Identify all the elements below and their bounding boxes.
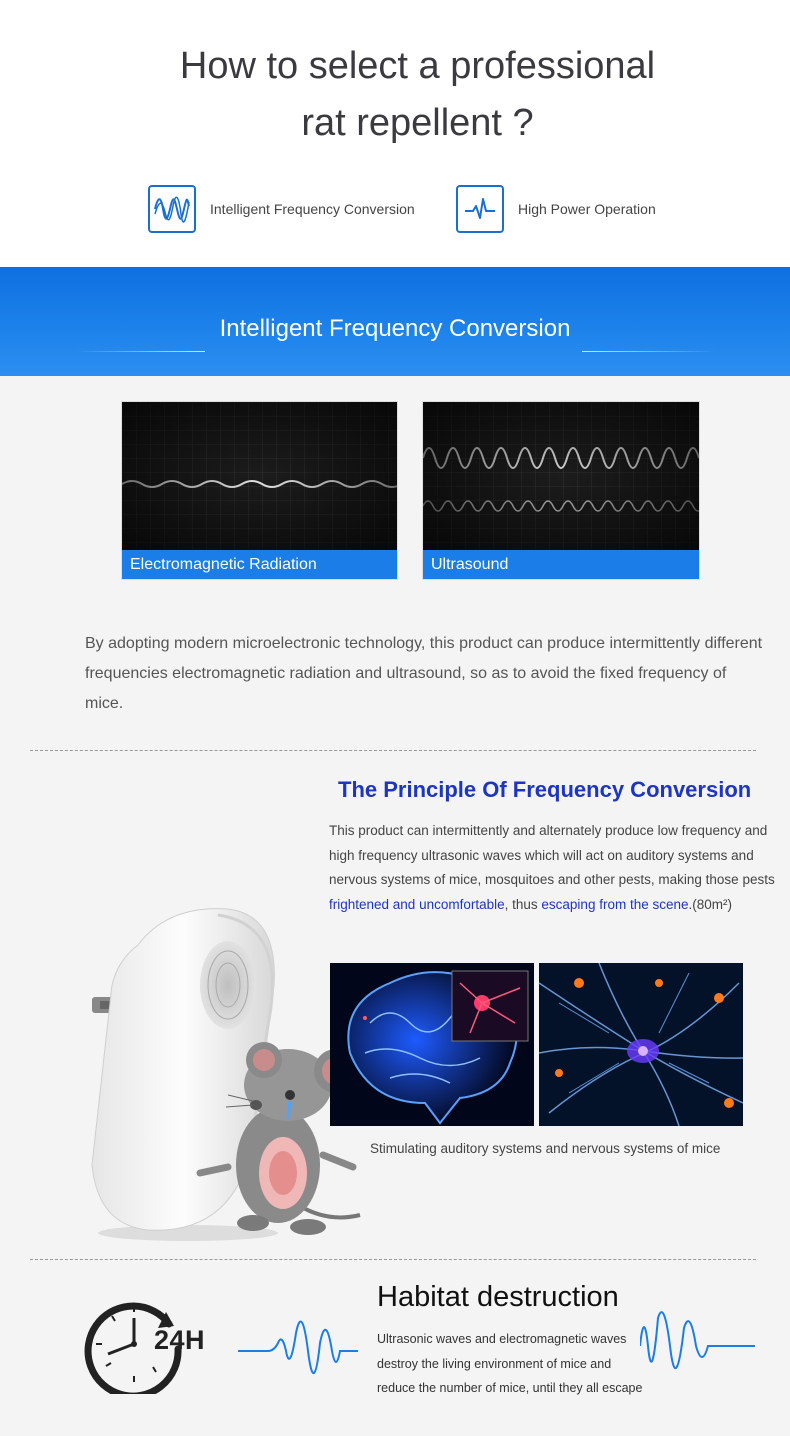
electromagnetic-wave-graphic (122, 402, 398, 552)
panel-caption: Ultrasound (423, 550, 699, 579)
page-title (0, 38, 790, 152)
ultrasound-wave-graphic (423, 402, 700, 552)
section-header-band (0, 267, 790, 376)
electromagnetic-panel (121, 401, 398, 580)
section-description: By adopting modern microelectronic technology, this product can produce intermittently different frequencies electromagnetic radiation and ultrasound, so as to avoid the fixed frequency of mice. (85, 635, 763, 712)
text-segment: , thus (504, 896, 542, 912)
frequency-wave-icon (148, 185, 196, 233)
feature-intelligent-frequency (148, 185, 415, 233)
title-line-1: How to select a professional (179, 45, 656, 87)
power-pulse-icon (456, 185, 504, 233)
feature-label: High Power Operation (518, 201, 656, 217)
principle-text (329, 819, 779, 917)
feature-high-power (456, 185, 656, 233)
wave-left-graphic (238, 1303, 358, 1399)
image-caption: Stimulating auditory systems and nervous systems of mice (370, 1141, 721, 1156)
feature-label: Intelligent Frequency Conversion (210, 201, 415, 217)
dashed-divider (30, 750, 756, 751)
habitat-text: Ultrasonic waves and electromagnetic waves destroy the living environment of mice and reduce the number of mice, until they all escape (377, 1332, 643, 1395)
ultrasound-panel (422, 401, 700, 580)
clock-label: 24H (154, 1325, 206, 1355)
dashed-divider (30, 1259, 756, 1260)
section-title: Intelligent Frequency Conversion (219, 315, 571, 342)
divider-line (582, 351, 717, 352)
wave-right-graphic (640, 1298, 755, 1398)
divider-line (75, 351, 205, 352)
brain-image (330, 963, 534, 1126)
panel-caption: Electromagnetic Radiation (122, 550, 397, 579)
principle-title: The Principle Of Frequency Conversion (338, 777, 752, 802)
title-line-2: rat repellent ? (301, 102, 534, 144)
text-segment: .(80m²) (688, 896, 732, 912)
intro-section (0, 0, 790, 267)
repeller-device-image (78, 905, 368, 1250)
neuron-image (539, 963, 743, 1126)
highlight-text: frightened and uncomfortable (329, 896, 505, 912)
habitat-title: Habitat destruction (377, 1281, 619, 1313)
text-segment: This product can intermittently and alternately produce low frequency and high frequency ultrasonic waves which will act on auditory systems and nervous systems of mice, mosquitoes and other pests, making those pests (329, 823, 775, 887)
highlight-text: escaping from the scene (541, 896, 689, 912)
